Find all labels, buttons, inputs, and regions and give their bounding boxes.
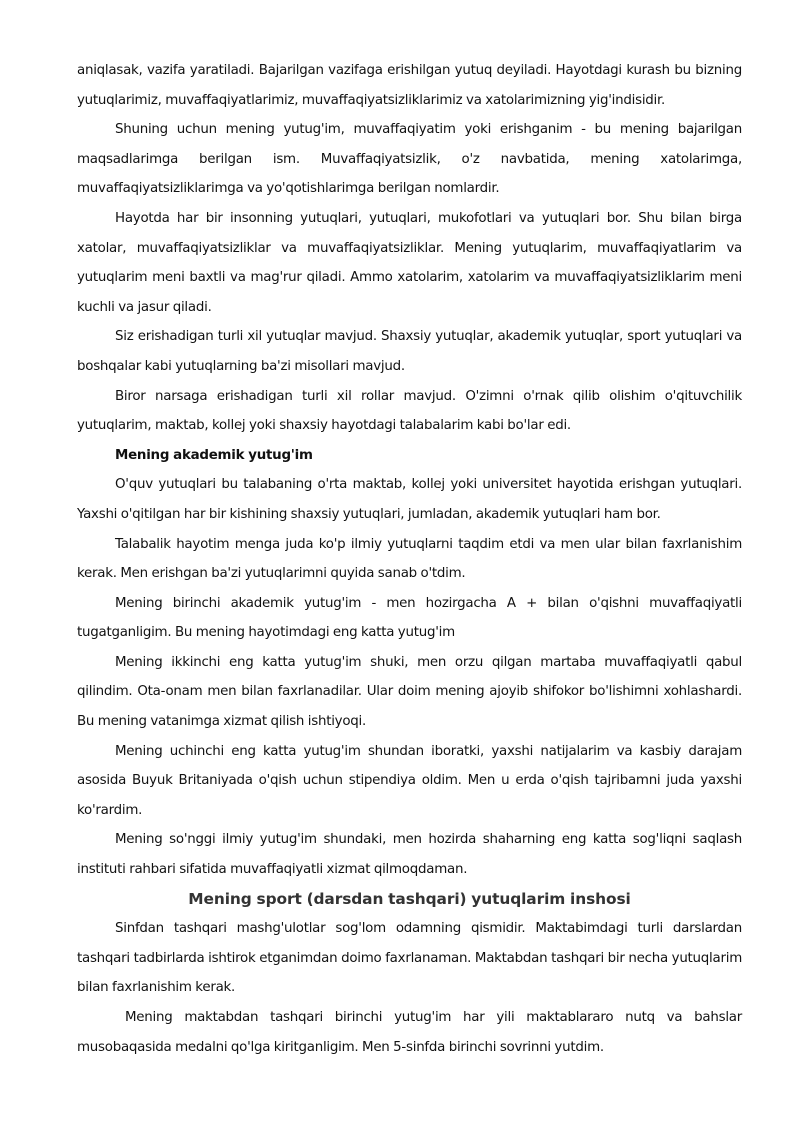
academic-heading: Mening akademik yutug'im: [115, 447, 313, 463]
paragraph: Talabalik hayotim menga juda ko'p ilmiy yutuqlarni taqdim etdi va men ular bilan faxrlanishim kerak. Men erishgan ba'zi yutuqlarimni quyida sanab o'tdim.: [77, 536, 742, 582]
paragraph: Mening birinchi akademik yutug'im - men hozirgacha A + bilan o'qishni muvaffaqiyatli tugatganligim. Bu mening hayotimdagi eng katta yutug'im: [77, 595, 742, 641]
paragraph: O'quv yutuqlari bu talabaning o'rta maktab, kollej yoki universitet hayotida erishgan yutuqlari. Yaxshi o'qitilgan har bir kishining shaxsiy yutuqlari, jumladan, akademik yutuqlari ham bor.: [77, 477, 742, 522]
sport-section-heading: Mening sport (darsdan tashqari) yutuqlarim inshosi: [188, 889, 631, 908]
paragraph: Hayotda har bir insonning yutuqlari, yutuqlari, mukofotlari va yutuqlari bor. Shu bilan birga xatolar, muvaffaqiyatsizliklar va muvaffaqiyatsizliklar. Mening yutuqlarim, muvaffaqiyatlarim va yutuqlarim meni baxtli va mag'rur qiladi. Ammo xatolarim, xatolarim va muvaffaqiyatsizliklarim meni kuchli va jasur qiladi.: [77, 210, 742, 315]
document-page: [77, 56, 742, 1062]
paragraph: Mening maktabdan tashqari birinchi yutug'im har yili maktablararo nutq va bahslar musobaqasida medalni qo'lga kiritganligim. Men 5-sinfda birinchi sovrinni yutdim.: [77, 1010, 742, 1055]
paragraph: Siz erishadigan turli xil yutuqlar mavjud. Shaxsiy yutuqlar, akademik yutuqlar, sport yutuqlari va boshqalar kabi yutuqlarning ba'zi misollari mavjud.: [77, 329, 742, 374]
paragraph: Shuning uchun mening yutug'im, muvaffaqiyatim yoki erishganim - bu mening bajarilgan maqsadlarimga berilgan ism. Muvaffaqiyatsizlik, o'z navbatida, mening xatolarimga, muvaffaqiyatsizliklarimga va yo'qotishlarimga berilgan nomlardir.: [77, 122, 742, 197]
paragraph: Mening ikkinchi eng katta yutug'im shuki, men orzu qilgan martaba muvaffaqiyatli qabul qilindim. Ota-onam men bilan faxrlanadilar. Ular doim mening ajoyib shifokor bo'lishimni xohlashardi. Bu mening vatanimga xizmat qilish ishtiyoqi.: [77, 654, 742, 730]
paragraph: Biror narsaga erishadigan turli xil rollar mavjud. O'zimni o'rnak qilib olishim o'qituvchilik yutuqlarim, maktab, kollej yoki shaxsiy hayotdagi talabalarim kabi bo'lar edi.: [77, 388, 742, 434]
paragraph: Sinfdan tashqari mashg'ulotlar sog'lom odamning qismidir. Maktabimdagi turli darslardan tashqari tadbirlarda ishtirok etganimdan doimo faxrlanaman. Maktabdan tashqari bir necha yutuqlarim bilan faxrlanishim kerak.: [77, 921, 742, 996]
paragraph: aniqlasak, vazifa yaratiladi. Bajarilgan vazifaga erishilgan yutuq deyiladi. Hayotdagi kurash bu bizning yutuqlarimiz, muvaffaqiyatlarimiz, muvaffaqiyatsizliklarimiz va xatolarimizning yig'indisidir.: [77, 63, 742, 108]
paragraph: Mening uchinchi eng katta yutug'im shundan iboratki, yaxshi natijalarim va kasbiy darajam asosida Buyuk Britaniyada o'qish uchun stipendiya oldim. Men u erda o'qish tajribamni juda yaxshi ko'rardim.: [77, 743, 742, 818]
paragraph: Mening so'nggi ilmiy yutug'im shundaki, men hozirda shaharning eng katta sog'liqni saqlash instituti rahbari sifatida muvaffaqiyatli xizmat qilmoqdaman.: [77, 832, 742, 878]
